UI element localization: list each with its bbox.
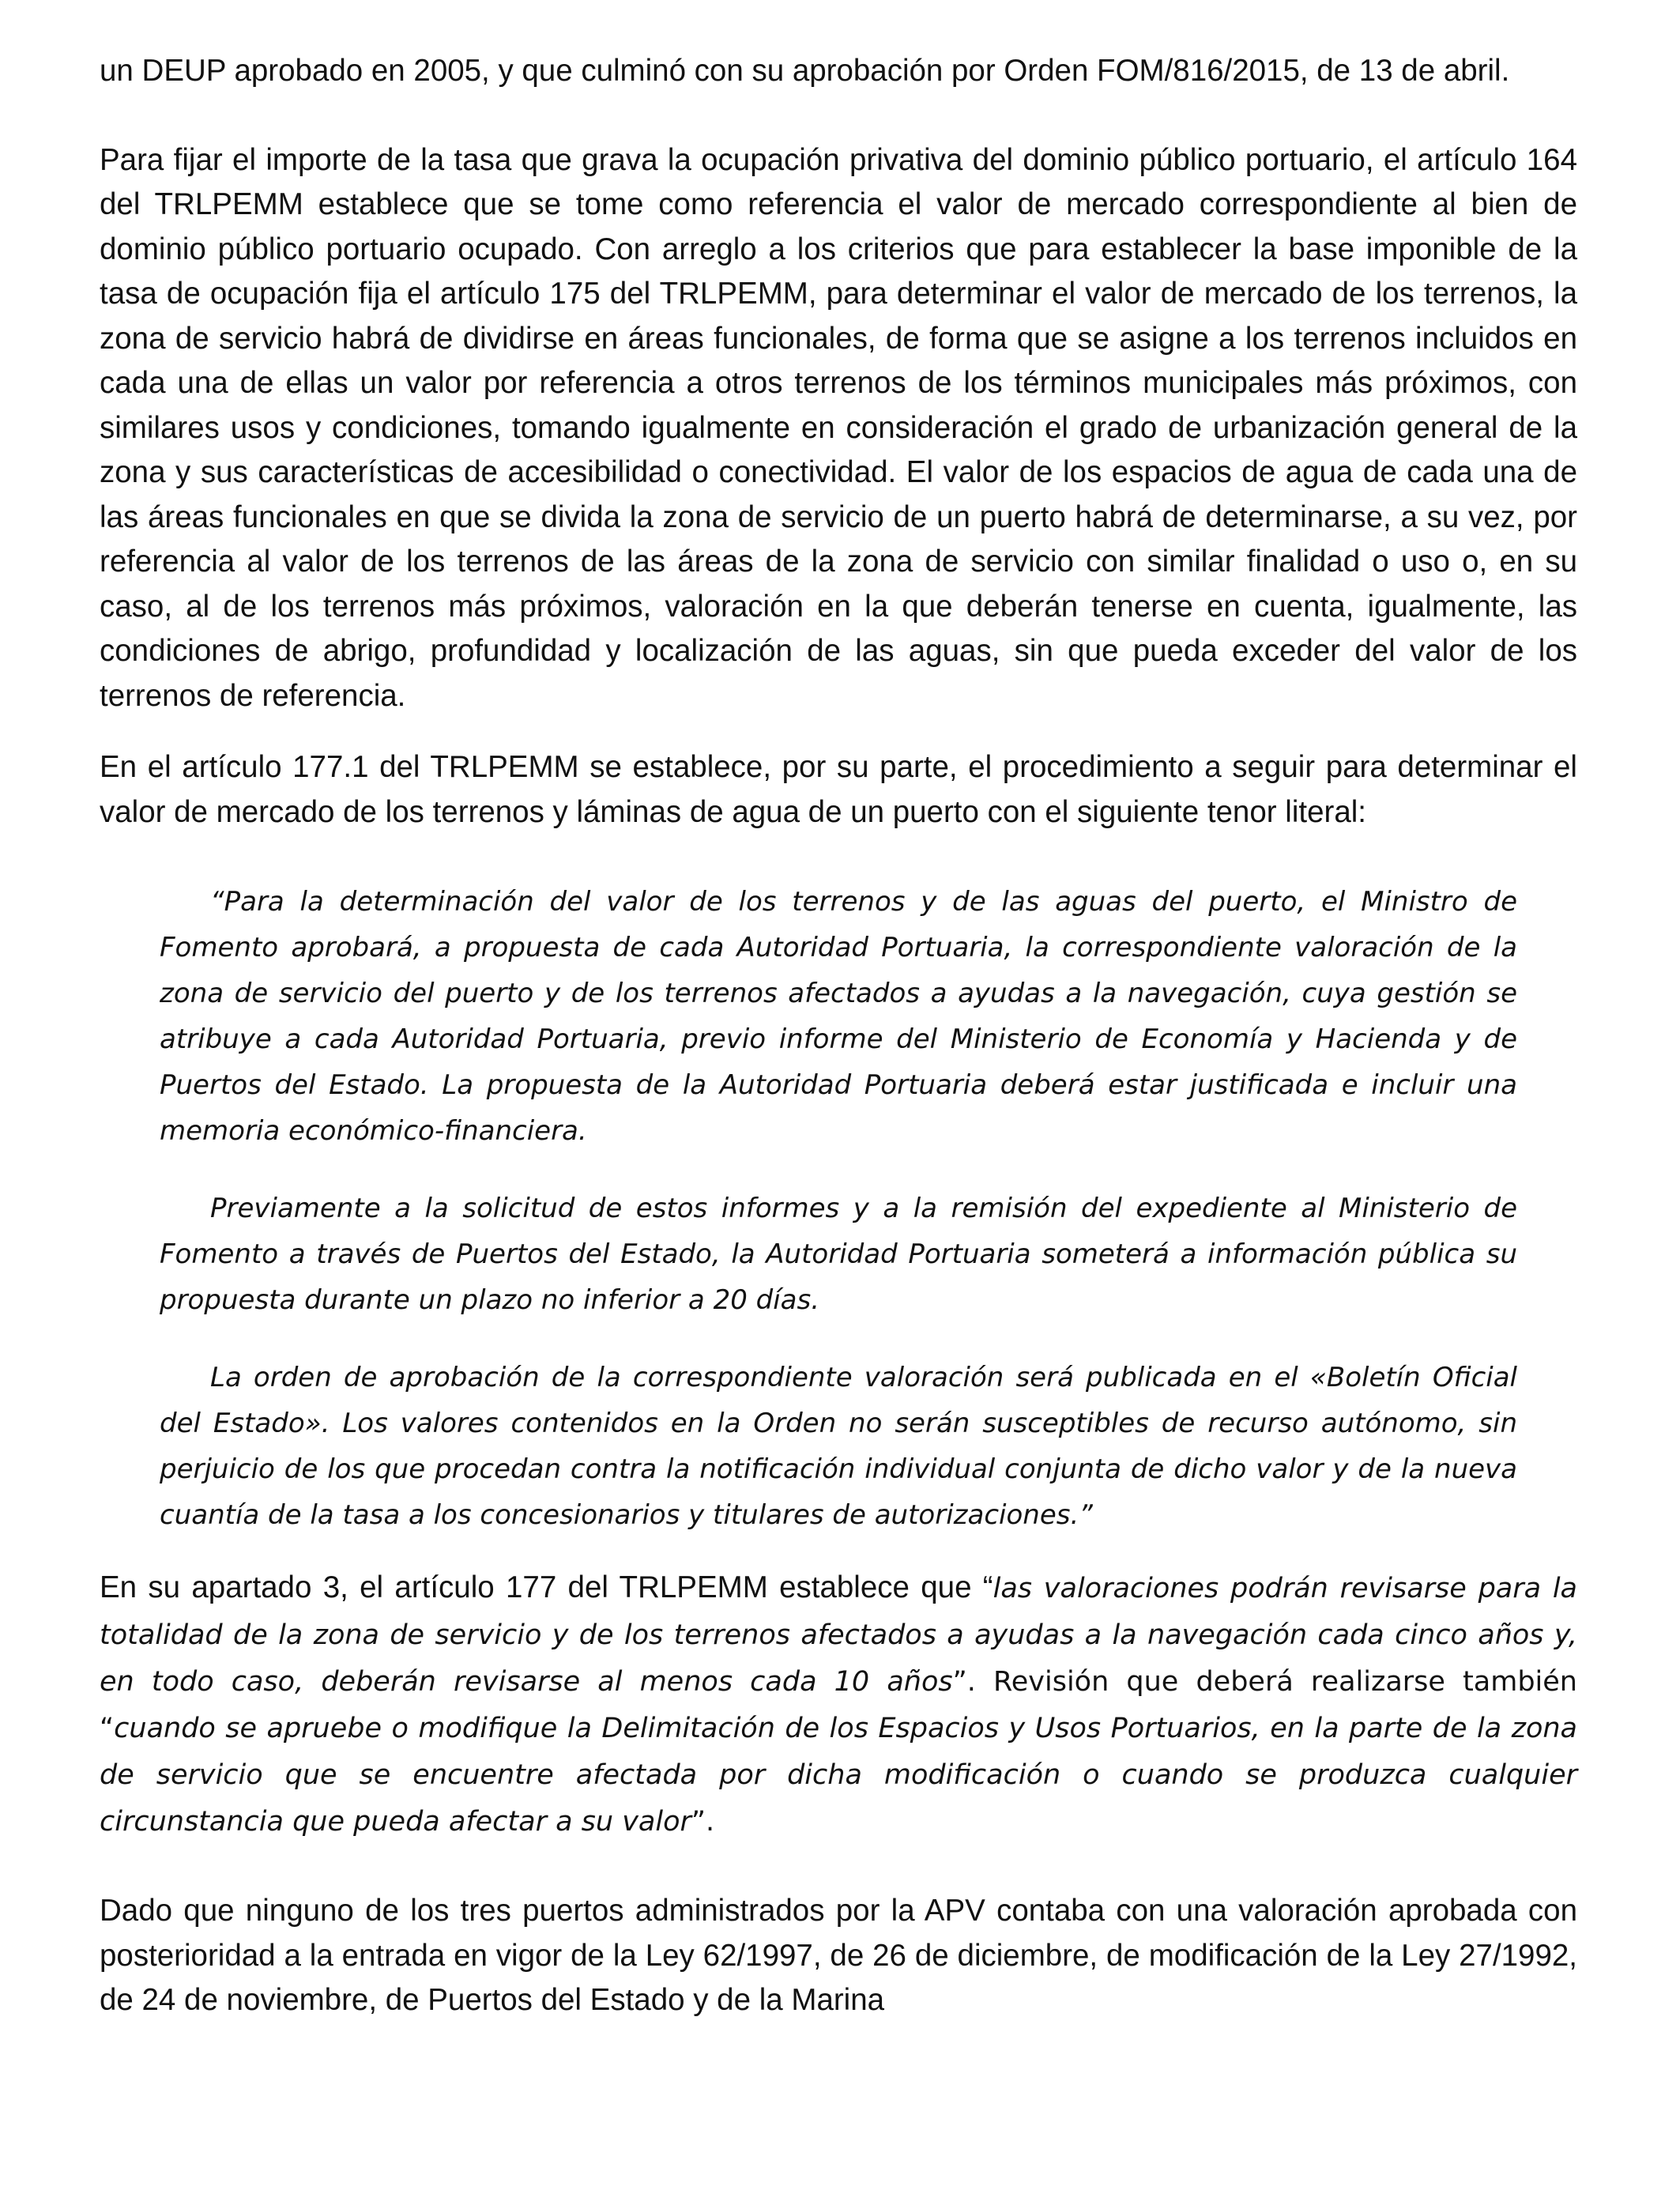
paragraph-deup-approval: un DEUP aprobado en 2005, y que culminó con su aprobación por Orden FOM/816/2015, de 13 de abril. bbox=[100, 54, 1510, 88]
legal-quotation bbox=[160, 879, 1517, 1538]
document-page bbox=[100, 49, 1577, 2023]
apartado-3-quote-revision: las valoraciones podrán revisarse para la totalidad de la zona de servicio y de los terrenos afectados a ayudas a la navegación cada cinco años y, en todo caso, deberán revisarse al menos cada 10 años bbox=[100, 1573, 1577, 1698]
quote-paragraph-3: La orden de aprobación de la correspondiente valoración será publicada en el «Boletín Oficial del Estado». Los valores contenidos en la Orden no serán susceptibles de recurso autónomo, sin perjuicio de los que procedan contra la notificación individual conjunta de dicho valor y de la nueva cuantía de la tasa a los concesionarios y titulares de autorizaciones.” bbox=[160, 1362, 1517, 1531]
apartado-3-intro: En su apartado 3, el artículo 177 del TRLPEMM establece que “ bbox=[100, 1570, 993, 1604]
apartado-3-closing: ”. bbox=[691, 1806, 715, 1838]
quote-paragraph-1: “Para la determinación del valor de los terrenos y de las aguas del puerto, el Ministro de Fomento aprobará, a propuesta de cada Autoridad Portuaria, la correspondiente valoración de la zona de servicio del puerto y de los terrenos afectados a ayudas a la navegación, cuya gestión se atribuye a cada Autoridad Portuaria, previo informe del Ministerio de Economía y Hacienda y de Puertos del Estado. La propuesta de la Autoridad Portuaria deberá estar justificada e incluir una memoria económico-financiera. bbox=[160, 886, 1517, 1147]
apartado-3-quote-delimitacion: cuando se apruebe o modifique la Delimitación de los Espacios y Usos Portuarios, en la parte de la zona de servicio que se encuentre afectada por dicha modificación o cuando se produzca cualquier circunstancia que pueda afectar a su valor bbox=[100, 1713, 1577, 1838]
paragraph-tasa-ocupacion: Para fijar el importe de la tasa que grava la ocupación privativa del dominio público portuario, el artículo 164 del TRLPEMM establece que se tome como referencia el valor de mercado correspondiente al bien de dominio público portuario ocupado. Con arreglo a los criterios que para establecer la base imponible de la tasa de ocupación fija el artículo 175 del TRLPEMM, para determinar el valor de mercado de los terrenos, la zona de servicio habrá de dividirse en áreas funcionales, de forma que se asigne a los terrenos incluidos en cada una de ellas un valor por referencia a otros terrenos de los términos municipales más próximos, con similares usos y condiciones, tomando igualmente en consideración el grado de urbanización general de la zona y sus características de accesibilidad o conectividad. El valor de los espacios de agua de cada una de las áreas funcionales en que se divida la zona de servicio de un puerto habrá de determinarse, a su vez, por referencia al valor de los terrenos de las áreas de la zona de servicio con similar finalidad o uso o, en su caso, al de los terrenos más próximos, valoración en la que deberán tenerse en cuenta, igualmente, las condiciones de abrigo, profundidad y localización de las aguas, sin que pueda exceder del valor de los terrenos de referencia. bbox=[100, 142, 1577, 713]
paragraph-apartado-3 bbox=[100, 1565, 1577, 1845]
paragraph-articulo-177-1: En el artículo 177.1 del TRLPEMM se establece, por su parte, el procedimiento a seguir para determinar el valor de mercado de los terrenos y láminas de agua de un puerto con el siguiente tenor literal: bbox=[100, 750, 1577, 829]
apartado-3-connector: ”. Revisión que deberá realizarse también “ bbox=[100, 1666, 1577, 1744]
quote-paragraph-2: Previamente a la solicitud de estos informes y a la remisión del expediente al Ministerio de Fomento a través de Puertos del Estado, la Autoridad Portuaria someterá a información pública su propuesta durante un plazo no inferior a 20 días. bbox=[160, 1193, 1517, 1316]
paragraph-puertos-apv: Dado que ninguno de los tres puertos administrados por la APV contaba con una valoración aprobada con posterioridad a la entrada en vigor de la Ley 62/1997, de 26 de diciembre, de modificación de la Ley 27/1992, de 24 de noviembre, de Puertos del Estado y de la Marina bbox=[100, 1894, 1577, 2017]
